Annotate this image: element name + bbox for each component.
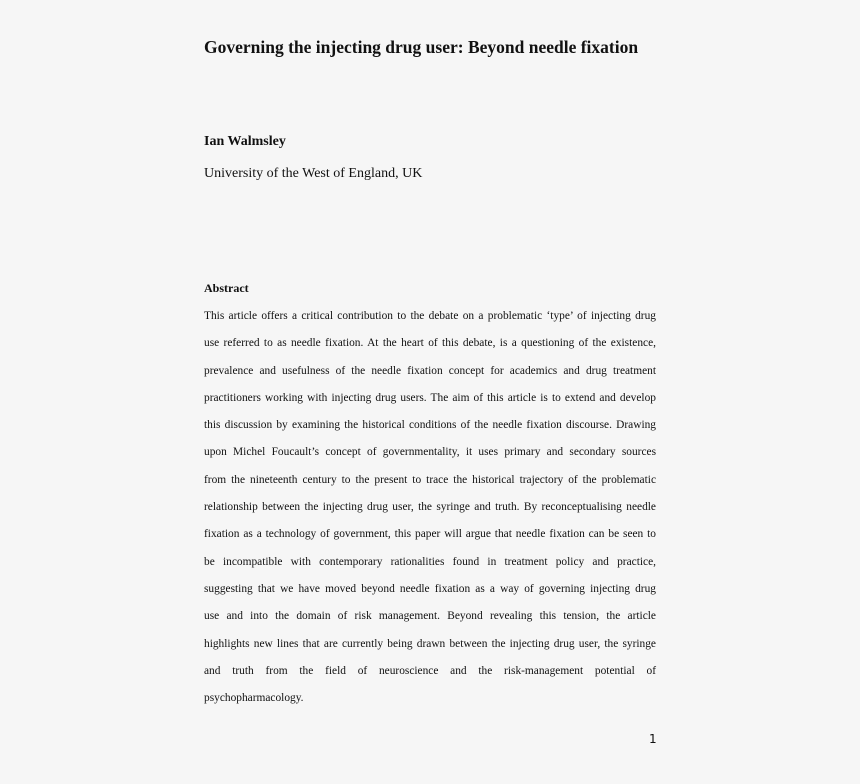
page-title: Governing the injecting drug user: Beyond needle fixation (204, 37, 639, 57)
abstract-body (204, 306, 656, 715)
abstract-line: prevalence and usefulness of the needle fixation concept for academics and drug treatment (204, 364, 656, 377)
abstract-line: relationship between the injecting drug user, the syringe and truth. By reconceptualising needle (204, 501, 656, 514)
abstract-heading: Abstract (204, 281, 249, 295)
abstract-line: This article offers a critical contribution to the debate on a problematic ‘type’ of injecting drug (204, 310, 656, 322)
author-affiliation: University of the West of England, UK (204, 166, 423, 181)
abstract-line: be incompatible with contemporary rationalities found in treatment policy and practice, (204, 555, 656, 568)
author-name: Ian Walmsley (204, 134, 286, 149)
abstract-line: upon Michel Foucault’s concept of governmentality, it uses primary and secondary sources (204, 446, 656, 459)
abstract-line: this discussion by examining the historical conditions of the needle fixation discourse. Drawing (204, 419, 656, 432)
abstract-line: from the nineteenth century to the present to trace the historical trajectory of the problematic (204, 473, 656, 486)
abstract-line: use referred to as needle fixation. At the heart of this debate, is a questioning of the existence, (204, 337, 656, 350)
abstract-line: highlights new lines that are currently being drawn between the injecting drug user, the syringe (204, 637, 656, 650)
abstract-line: suggesting that we have moved beyond needle fixation as a way of governing injecting drug (204, 582, 656, 595)
page-number: 1 (649, 732, 657, 746)
abstract-line: use and into the domain of risk management. Beyond revealing this tension, the article (204, 610, 656, 623)
abstract-line: fixation as a technology of government, this paper will argue that needle fixation can be seen to (204, 528, 656, 541)
abstract-line: and truth from the field of neuroscience and the risk-management potential of (204, 664, 656, 677)
abstract-line: psychopharmacology. (204, 692, 304, 705)
abstract-line: practitioners working with injecting drug users. The aim of this article is to extend and develop (204, 391, 656, 404)
